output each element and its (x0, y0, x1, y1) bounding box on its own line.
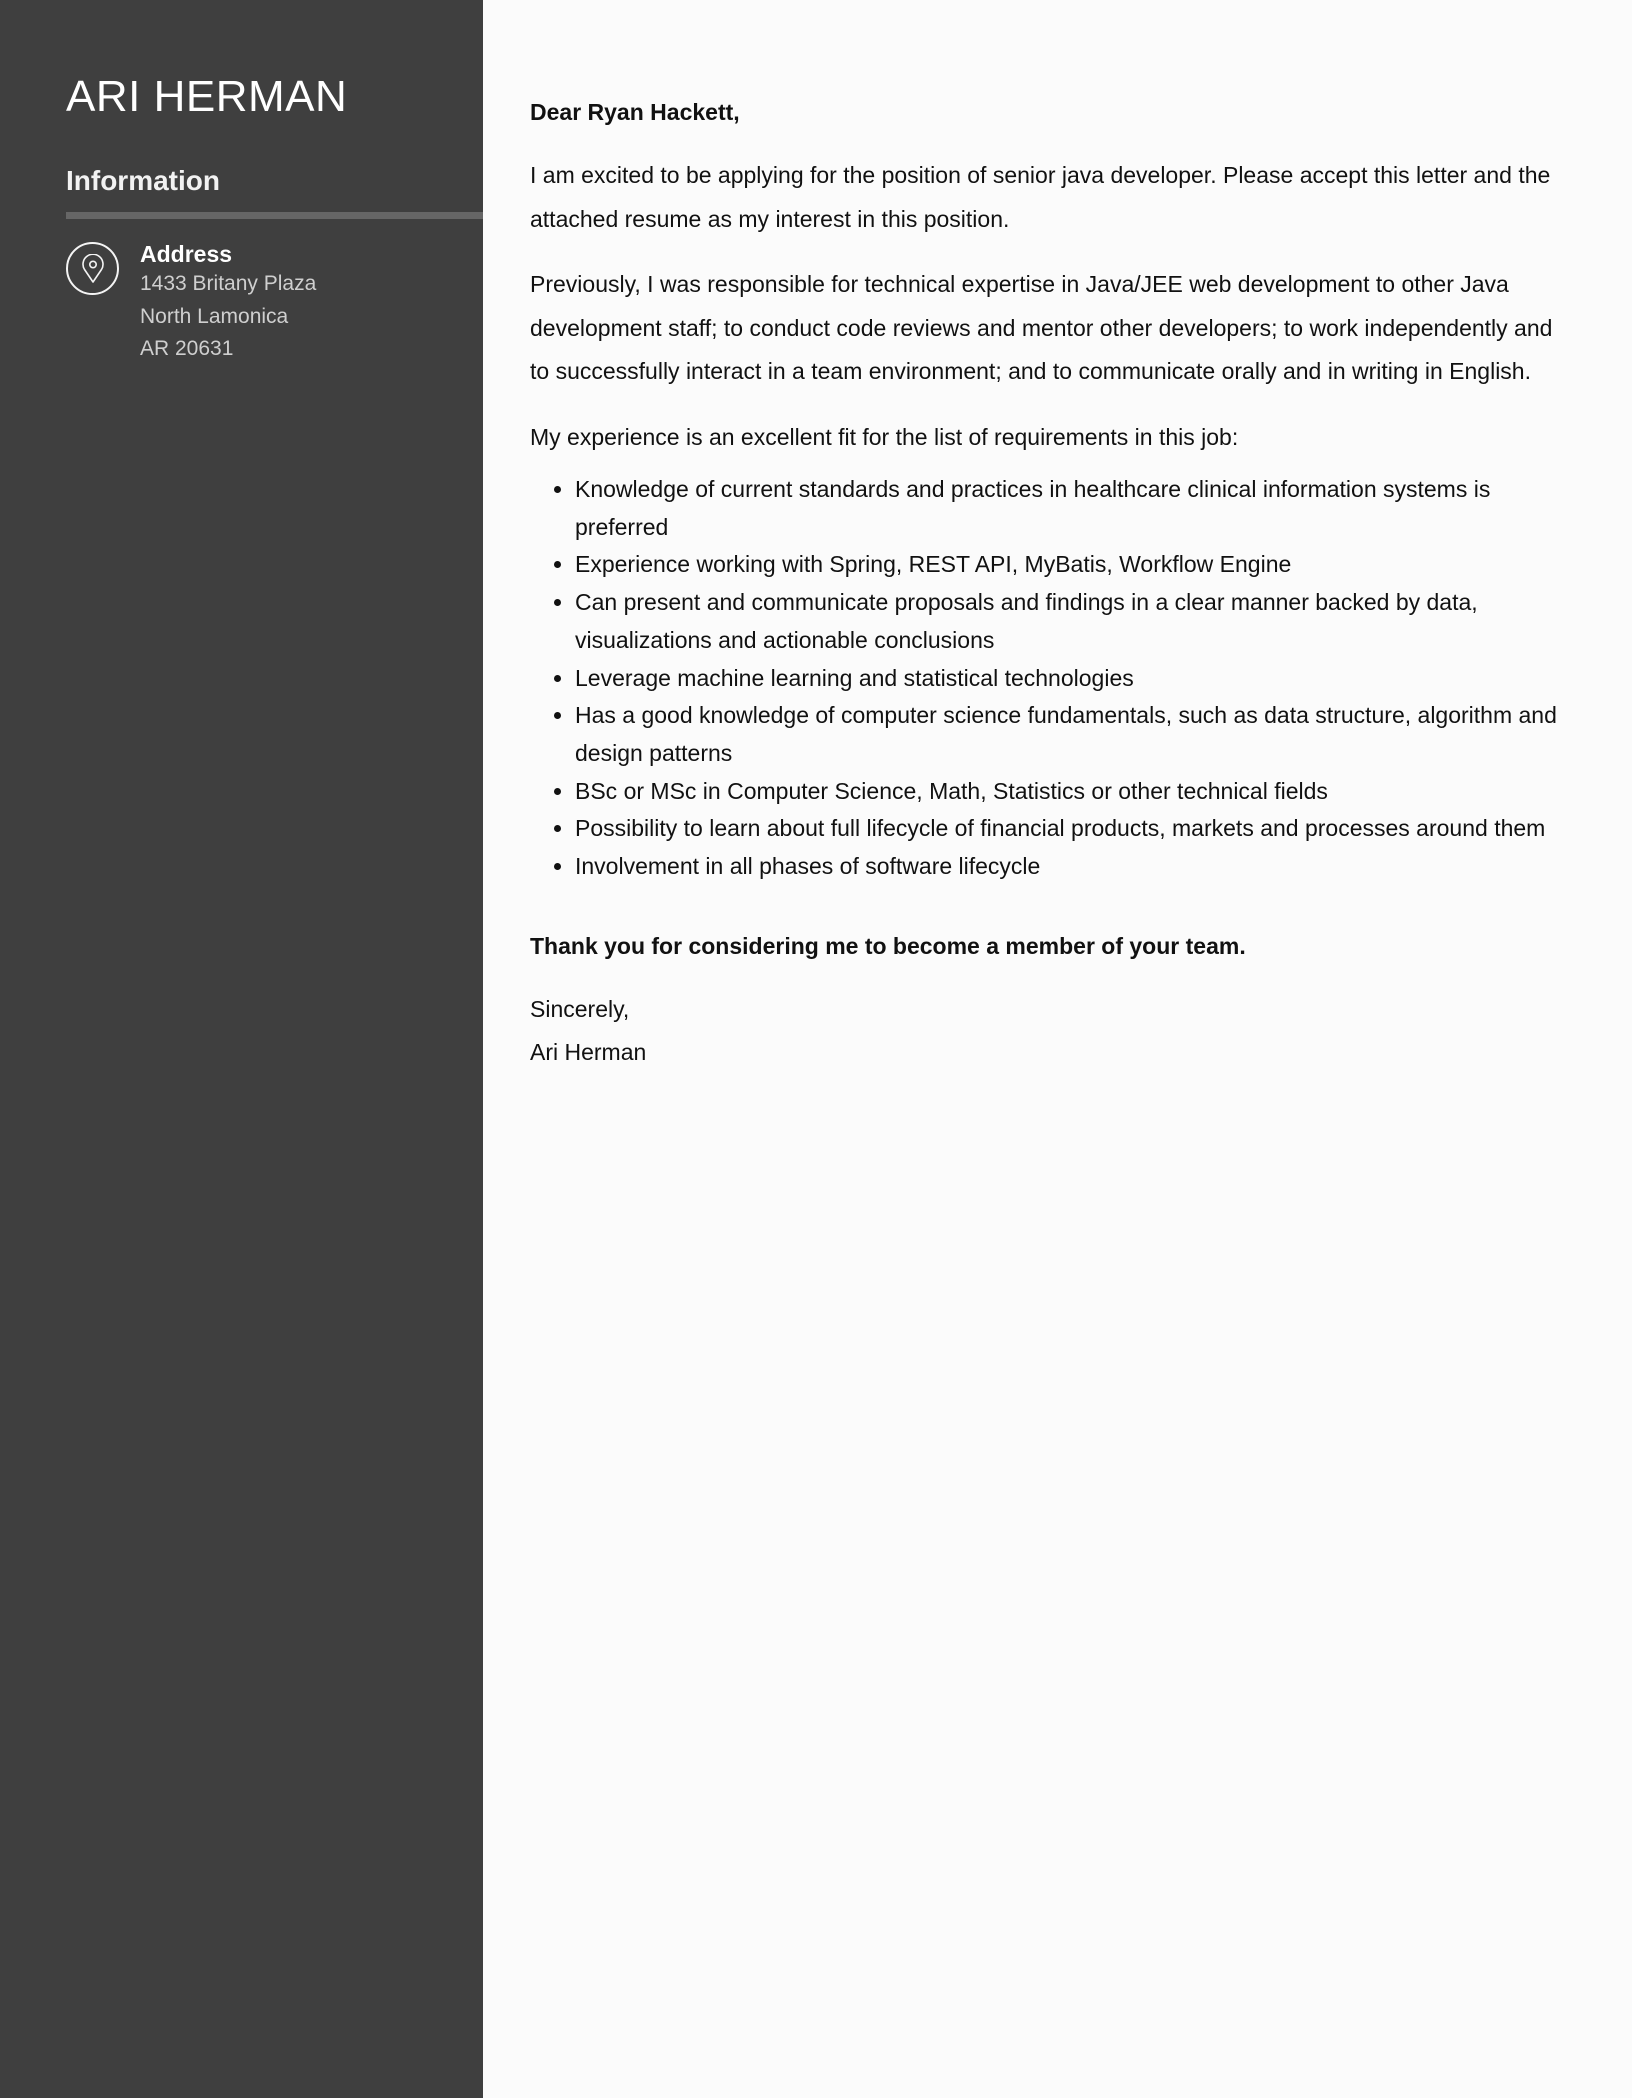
paragraph-intro: I am excited to be applying for the position of senior java developer. Please accept this letter and the attached resume as my interest in this position. (530, 162, 1551, 232)
contact-address (66, 240, 316, 366)
list-item: • BSc or MSc in Computer Science, Math, Statistics or other technical fields (575, 773, 1570, 811)
section-divider (66, 212, 483, 219)
signoff: Sincerely, (530, 995, 630, 1022)
address-line-2: North Lamonica (140, 304, 289, 328)
paragraph-requirements-intro: My experience is an excellent fit for the list of requirements in this job: (530, 423, 1239, 450)
contact-body (140, 240, 316, 366)
greeting: Dear Ryan Hackett, (530, 99, 740, 125)
letter-body (530, 92, 1570, 1075)
sidebar (0, 0, 483, 2098)
section-title-information: Information (66, 165, 220, 196)
contact-label: Address (140, 241, 233, 267)
list-item: • Possibility to learn about full lifecycle of financial products, markets and processes around them (575, 810, 1570, 848)
requirements-list (530, 471, 1570, 886)
address-line-1: 1433 Britany Plaza (140, 272, 317, 295)
list-item: • Involvement in all phases of software lifecycle (575, 848, 1570, 886)
paragraph-experience: Previously, I was responsible for technical expertise in Java/JEE web development to other Java development staff; to conduct code reviews and mentor other developers; to work independently and to successfully interact in a team environment; and to communicate orally and in writing in English. (530, 271, 1553, 384)
signature: Ari Herman (530, 1039, 647, 1066)
closing-statement: Thank you for considering me to become a member of your team. (530, 932, 1246, 959)
applicant-name: ARI HERMAN (66, 72, 348, 121)
map-pin-icon (66, 242, 119, 295)
list-item: • Knowledge of current standards and practices in healthcare clinical information systems is preferred (575, 471, 1570, 546)
address-line-3: AR 20631 (140, 337, 234, 360)
list-item: • Experience working with Spring, REST API, MyBatis, Workflow Engine (575, 546, 1570, 584)
list-item: • Has a good knowledge of computer science fundamentals, such as data structure, algorithm and design patterns (575, 697, 1570, 772)
list-item: • Leverage machine learning and statistical technologies (575, 660, 1570, 698)
list-item: • Can present and communicate proposals and findings in a clear manner backed by data, visualizations and actionable conclusions (575, 584, 1570, 659)
